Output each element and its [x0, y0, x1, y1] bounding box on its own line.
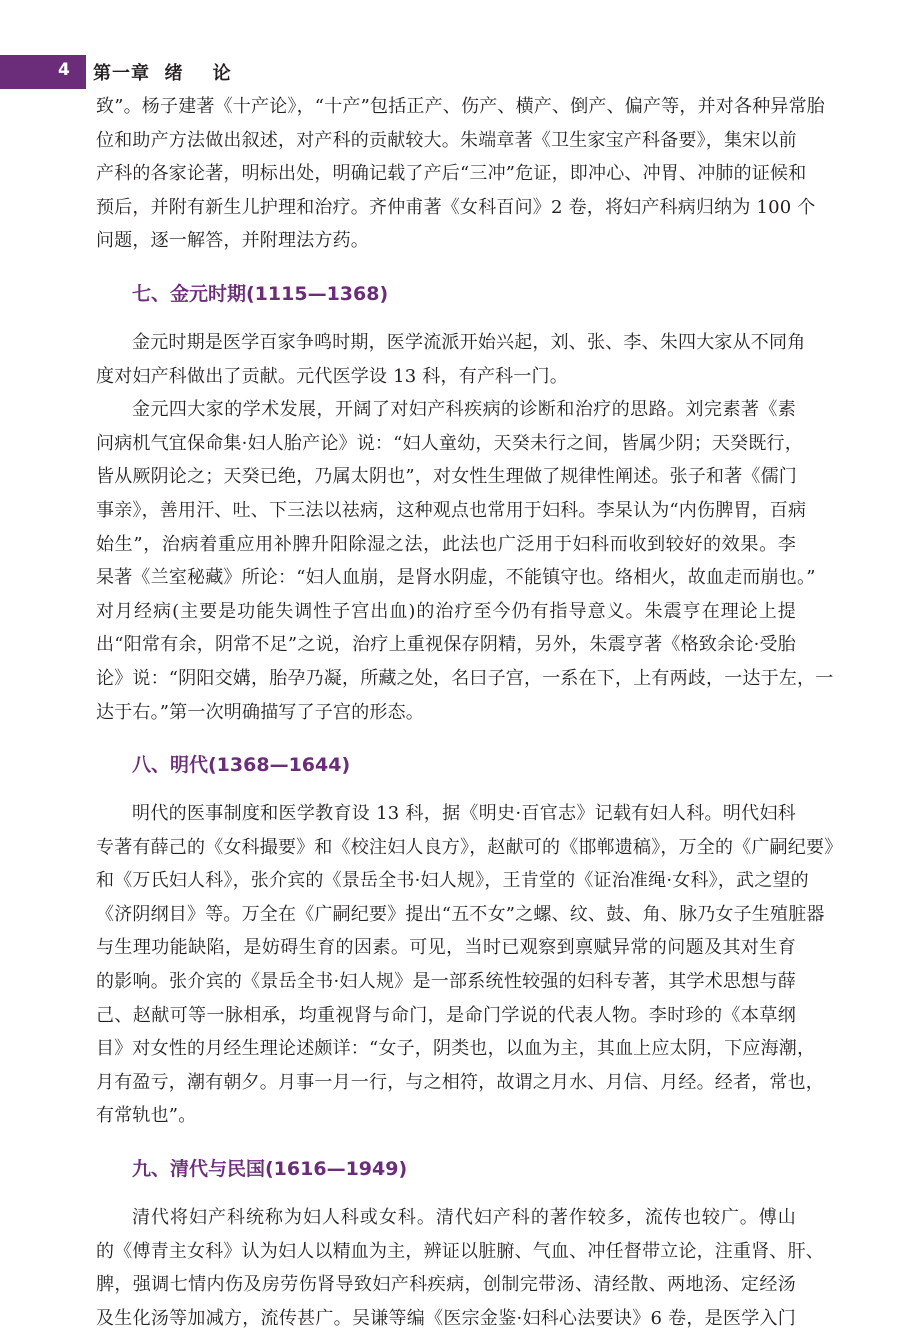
section-heading-9: 九、清代与民国(1616—1949) — [132, 1158, 408, 1181]
text-line: 及生化汤等加减方，流传甚广。吴谦等编《医宗金鉴·妇科心法要诀》6 卷，是医学入门 — [96, 1307, 796, 1329]
text-line: 预后，并附有新生儿护理和治疗。齐仲甫著《女科百问》2 卷，将妇产科病归纳为 100 个 — [96, 196, 816, 218]
page-header — [0, 55, 900, 89]
text-line: 皆从厥阴论之；天癸已绝，乃属太阴也”，对女性生理做了规律性阐述。张子和著《儒门 — [96, 466, 797, 488]
section-heading-7: 七、金元时期(1115—1368) — [132, 282, 389, 305]
text-line: 的影响。张介宾的《景岳全书·妇人规》是一部系统性较强的妇科专著，其学术思想与薛 — [96, 971, 796, 993]
text-line: 和《万氏妇人科》，张介宾的《景岳全书·妇人规》，王肯堂的《证治准绳·女科》，武之望的 — [96, 870, 809, 892]
text-line: 己、赵献可等一脉相承，均重视肾与命门，是命门学说的代表人物。李时珍的《本草纲 — [96, 1004, 796, 1026]
text-line: 事亲》，善用汗、吐、下三法以祛病，这种观点也常用于妇科。李杲认为“内伤脾胃，百病 — [96, 499, 807, 521]
text-line: 与生理功能缺陷，是妨碍生育的因素。可见，当时已观察到禀赋异常的问题及其对生育 — [96, 937, 796, 959]
paragraph — [96, 1201, 824, 1335]
text-line: 始生”，治病着重应用补脾升阳除湿之法，此法也广泛用于妇科而收到较好的效果。李 — [96, 533, 796, 555]
text-line: 明代的医事制度和医学教育设 13 科，据《明史·百官志》记载有妇人科。明代妇科 — [132, 803, 796, 825]
text-line: 达于右。”第一次明确描写了子宫的形态。 — [96, 701, 425, 723]
text-line: 专著有薛己的《女科撮要》和《校注妇人良方》，赵献可的《邯郸遗稿》，万全的《广嗣纪要》 — [96, 836, 843, 858]
text-line: 脾，强调七情内伤及房劳伤肾导致妇产科疾病，创制完带汤、清经散、两地汤、定经汤 — [96, 1274, 796, 1296]
section-heading-8: 八、明代(1368—1644) — [132, 754, 351, 777]
header-color-bar — [0, 55, 86, 89]
text-line: 产科的各家论著，明标出处，明确记载了产后“三冲”危证，即冲心、冲胃、冲肺的证候和 — [96, 163, 807, 185]
text-line: 度对妇产科做出了贡献。元代医学设 13 科，有产科一门。 — [96, 365, 568, 387]
text-line: 的《傅青主女科》认为妇人以精血为主，辨证以脏腑、气血、冲任督带立论，注重肾、肝、 — [96, 1240, 824, 1262]
page-body — [96, 90, 843, 1335]
text-line: 有常轨也”。 — [96, 1105, 197, 1127]
text-line: 杲著《兰室秘藏》所论：“妇人血崩，是肾水阴虚，不能镇守也。络相火，故血走而崩也。” — [96, 567, 816, 589]
text-line: 金元四大家的学术发展，开阔了对妇产科疾病的诊断和治疗的思路。刘完素著《素 — [132, 399, 796, 421]
paragraph — [96, 326, 806, 393]
text-line: 对月经病(主要是功能失调性子宫出血)的治疗至今仍有指导意义。朱震亨在理论上提 — [96, 600, 796, 622]
text-line: 清代将妇产科统称为妇人科或女科。清代妇产科的著作较多，流传也较广。傅山 — [132, 1207, 796, 1229]
paragraph-continued — [96, 90, 826, 258]
text-line: 致”。杨子建著《十产论》，“十产”包括正产、伤产、横产、倒产、偏产等，并对各种异常胎 — [96, 96, 826, 117]
text-line: 目》对女性的月经生理论述颇详：“女子，阴类也，以血为主，其血上应太阴，下应海潮， — [96, 1038, 816, 1060]
text-line: 《济阴纲目》等。万全在《广嗣纪要》提出“五不女”之螺、纹、鼓、角、脉乃女子生殖脏器 — [96, 903, 825, 925]
text-line: 问病机气宜保命集·妇人胎产论》说：“妇人童幼，天癸未行之间，皆属少阴；天癸既行， — [96, 432, 803, 454]
text-line: 问题，逐一解答，并附理法方药。 — [96, 230, 369, 252]
page-number: 4 — [58, 60, 70, 80]
paragraph — [96, 797, 843, 1133]
text-line: 金元时期是医学百家争鸣时期，医学流派开始兴起，刘、张、李、朱四大家从不同角 — [132, 331, 806, 353]
paragraph — [96, 393, 834, 729]
chapter-title: 第一章 绪 论 — [93, 63, 232, 84]
text-line: 出“阳常有余，阴常不足”之说，治疗上重视保存阴精，另外，朱震亨著《格致余论·受胎 — [96, 634, 796, 656]
text-line: 月有盈亏，潮有朝夕。月事一月一行，与之相符，故谓之月水、月信、月经。经者，常也， — [96, 1071, 824, 1093]
text-line: 论》说：“阴阳交媾，胎孕乃凝，所藏之处，名曰子宫，一系在下，上有两歧，一达于左，一 — [96, 667, 834, 689]
text-line: 位和助产方法做出叙述，对产科的贡献较大。朱端章著《卫生家宝产科备要》，集宋以前 — [96, 129, 797, 151]
